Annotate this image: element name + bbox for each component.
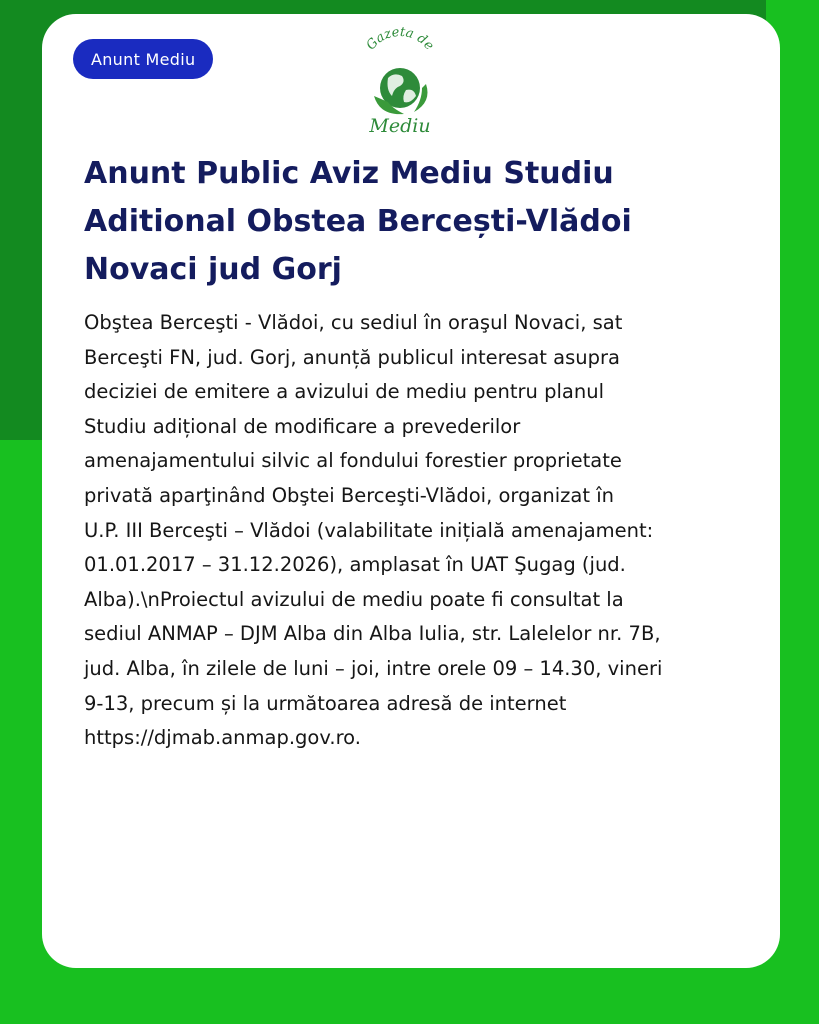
body-line-link[interactable]: https://djmab.anmap.gov.ro. <box>84 726 361 750</box>
body-line: deciziei de emitere a avizului de mediu pentru planul <box>84 380 604 404</box>
announcement-card <box>42 14 780 968</box>
svg-text:Gazeta de <box>364 26 437 54</box>
body-line: jud. Alba, în zilele de luni – joi, intre orele 09 – 14.30, vineri <box>84 656 663 680</box>
logo-top-text: Gazeta de <box>363 26 437 54</box>
body-line: sediul ANMAP – DJM Alba din Alba Iulia, str. Lalelelor nr. 7B, <box>84 622 661 646</box>
article-body <box>84 306 756 756</box>
body-line: 9-13, precum și la următoarea adresă de internet <box>84 691 567 715</box>
body-line: privată aparţinând Obştei Berceşti-Vlădoi, organizat în <box>84 483 614 507</box>
body-line: Obştea Berceşti - Vlădoi, cu sediul în oraşul Novaci, sat <box>84 311 623 334</box>
body-line: Berceşti FN, jud. Gorj, anunță publicul interesat asupra <box>84 345 620 369</box>
body-line: amenajamentului silvic al fondului forestier proprietate <box>84 449 622 473</box>
category-badge[interactable] <box>73 39 213 79</box>
body-line: 01.01.2017 – 31.12.2026), amplasat în UAT Şugag (jud. <box>84 553 626 577</box>
body-line: U.P. III Berceşti – Vlădoi (valabilitate inițială amenajament: <box>84 518 654 542</box>
gazeta-de-mediu-logo[interactable] <box>352 26 448 138</box>
category-badge-label: Anunt Mediu <box>91 49 196 69</box>
article-title: Anunt Public Aviz Mediu Studiu Aditional Obstea Bercești-Vlădoi Novaci jud Gorj <box>84 156 632 287</box>
body-line: Studiu adițional de modificare a prevederilor <box>84 414 521 438</box>
logo-bottom-text: Mediu <box>369 115 431 137</box>
body-line: Alba).\nProiectul avizului de mediu poate fi consultat la <box>84 587 624 611</box>
